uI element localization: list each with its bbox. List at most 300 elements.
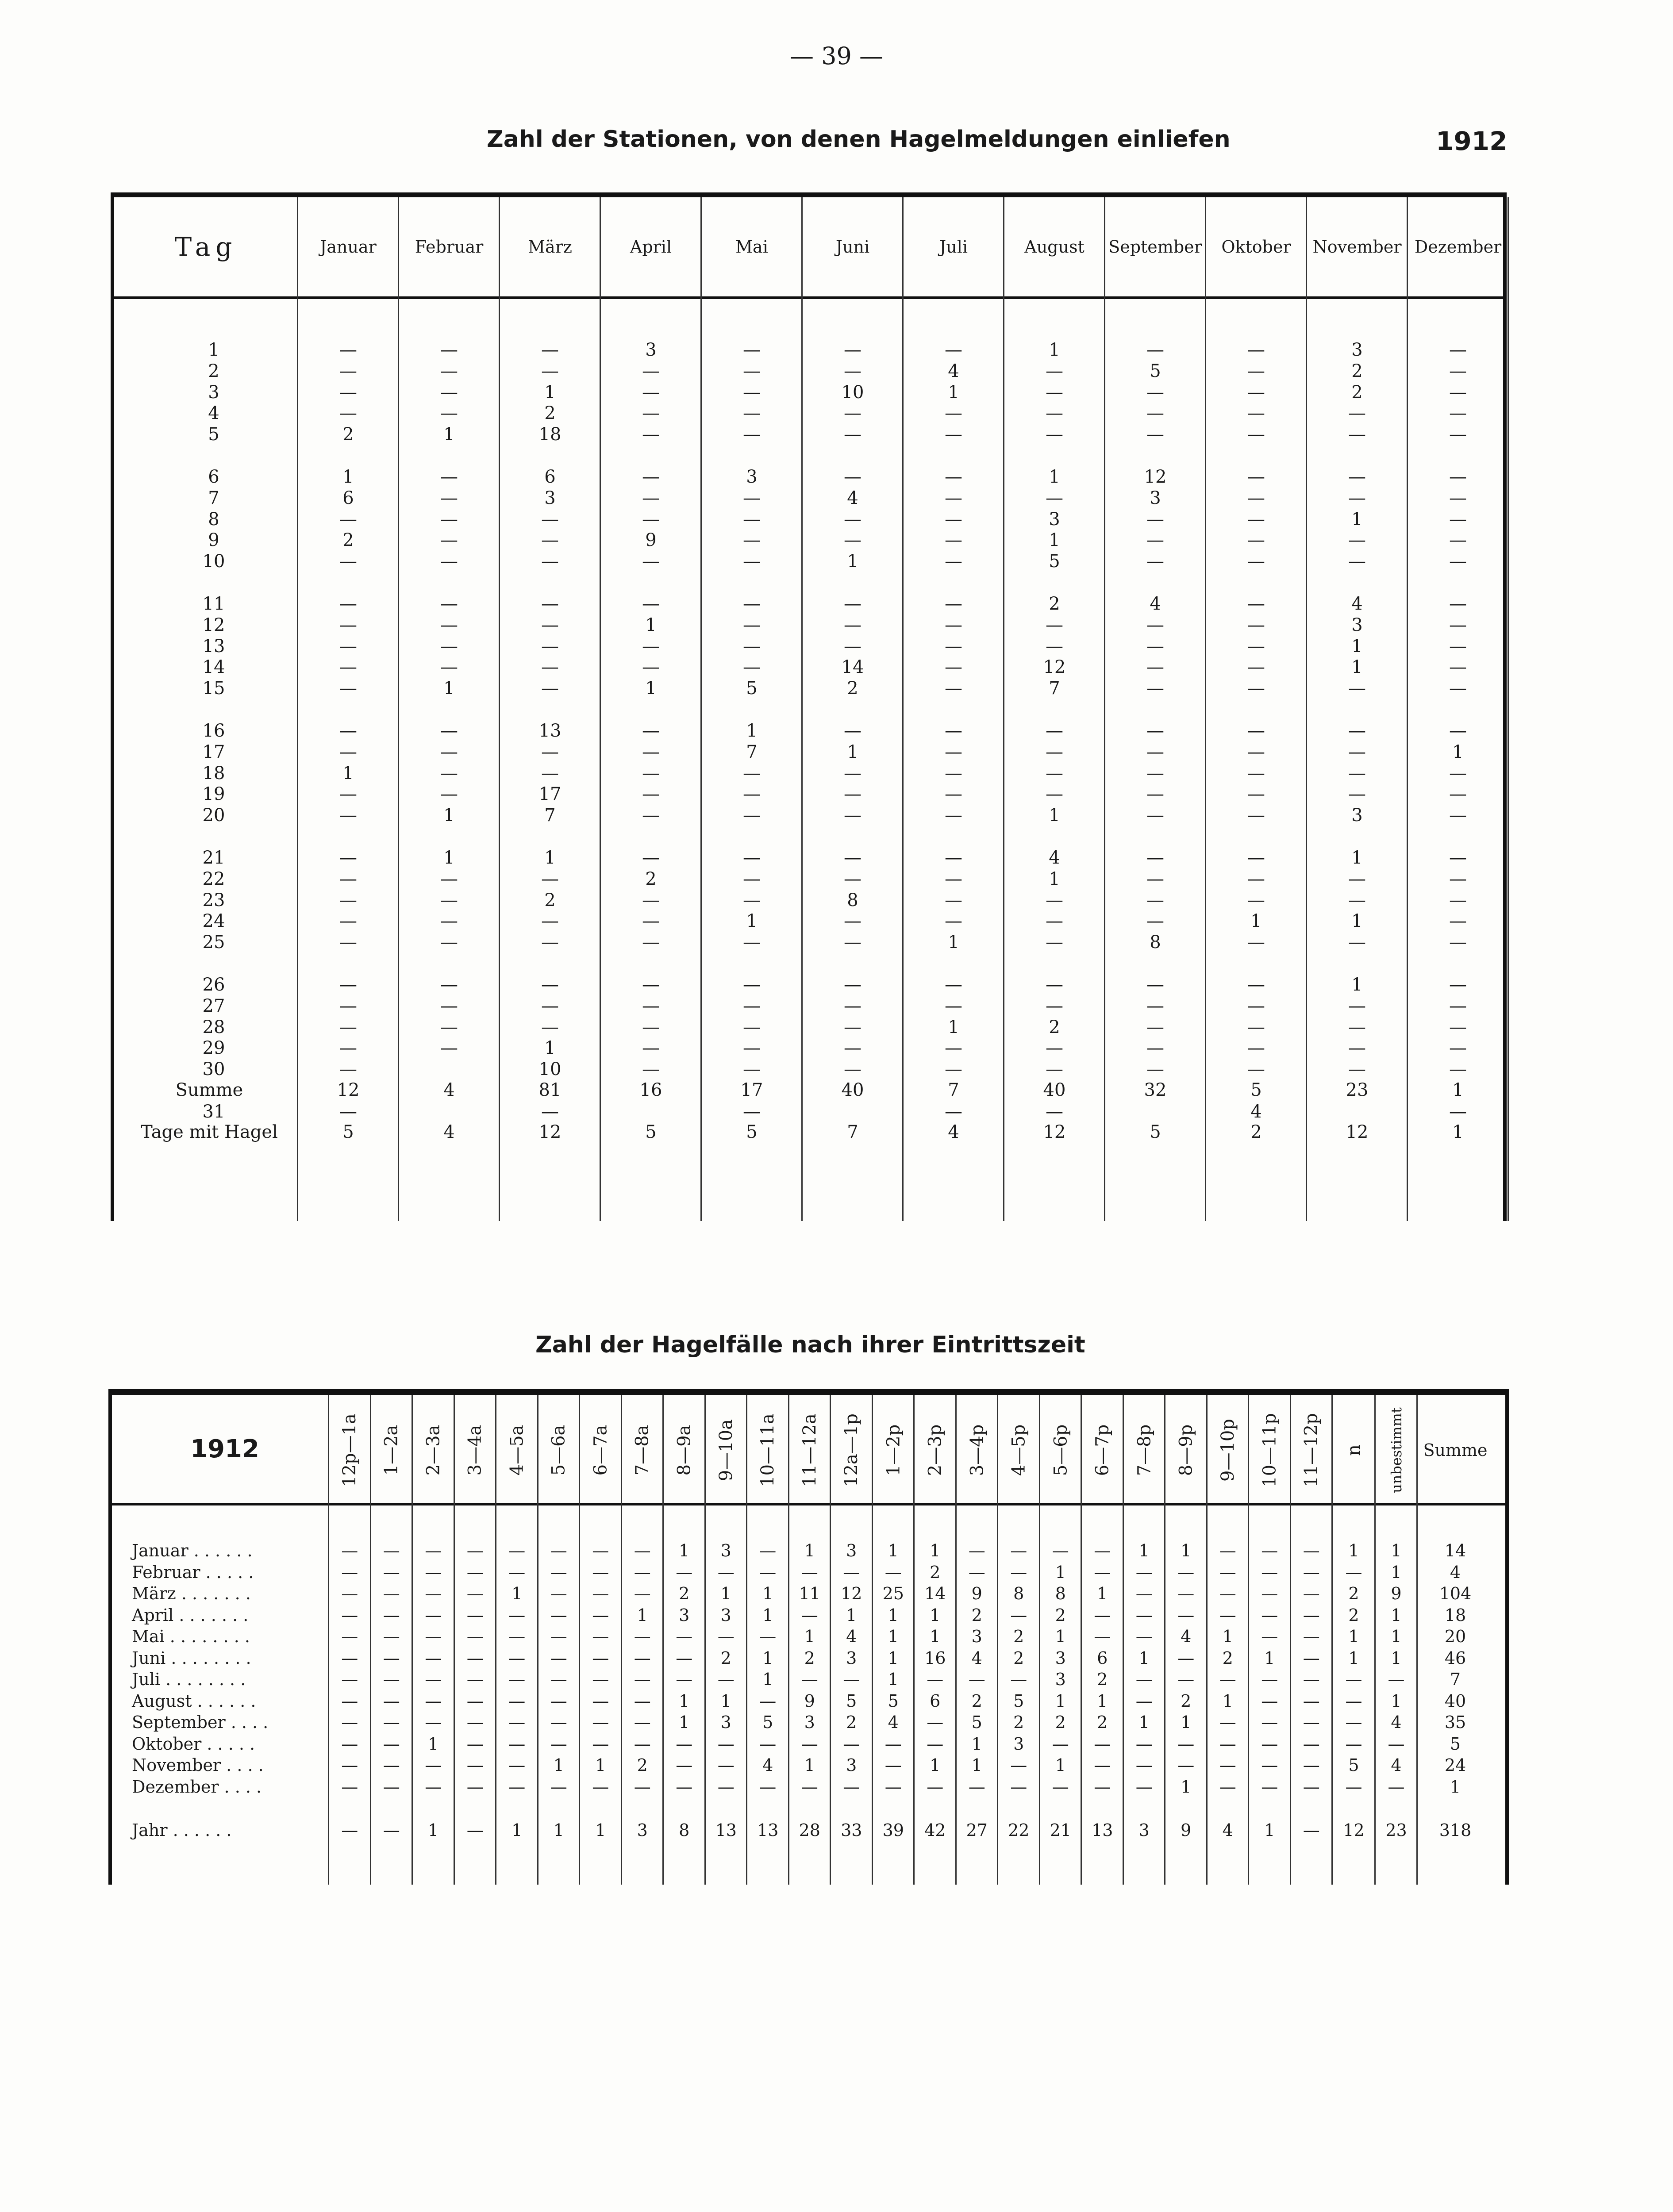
- station-count-cell: —: [339, 890, 357, 910]
- month-label: Juli . . . . . . . .: [132, 1670, 246, 1689]
- hail-count-cell: 1: [971, 1734, 982, 1754]
- station-count-cell: —: [1046, 763, 1063, 783]
- station-count-cell: —: [339, 382, 357, 403]
- table2-year: 1912: [190, 1435, 259, 1463]
- sum-cell: 40: [841, 1080, 864, 1100]
- time-column-header: [880, 1399, 907, 1501]
- hail-count-cell: 1: [553, 1755, 564, 1775]
- station-count-cell: —: [339, 594, 357, 614]
- station-count-cell: —: [743, 975, 761, 995]
- time-column-header: [1089, 1399, 1115, 1501]
- station-count-cell: —: [440, 995, 458, 1016]
- year-total-cell: 21: [1050, 1820, 1071, 1840]
- station-count-cell: 3: [544, 488, 556, 508]
- station-count-cell: —: [844, 805, 861, 826]
- station-count-cell: —: [339, 340, 357, 360]
- hail-count-cell: 20: [1444, 1627, 1466, 1646]
- page-number: — 39 —: [789, 42, 884, 70]
- hail-count-cell: 1: [762, 1584, 773, 1603]
- column-rule: [902, 197, 904, 1221]
- station-count-cell: —: [1449, 551, 1467, 572]
- hail-count-cell: 1: [1097, 1584, 1108, 1603]
- station-count-cell: —: [945, 424, 962, 445]
- station-count-cell: —: [642, 911, 660, 932]
- hail-count-cell: 18: [1444, 1605, 1466, 1625]
- station-count-cell: 1: [342, 467, 354, 487]
- station-count-cell: —: [1348, 868, 1366, 889]
- station-count-cell: —: [642, 784, 660, 805]
- station-count-cell: 3: [746, 467, 758, 487]
- sum-cell: 40: [1043, 1080, 1066, 1100]
- time-column-label: 10—11p: [1259, 1413, 1280, 1487]
- hail-count-cell: —: [550, 1648, 567, 1668]
- station-count-cell: —: [945, 975, 962, 995]
- time-column-header: [796, 1399, 823, 1501]
- hail-count-cell: —: [676, 1562, 693, 1582]
- station-count-cell: 6: [342, 488, 354, 508]
- hail-count-cell: 1: [679, 1691, 690, 1711]
- time-column-header: [1215, 1399, 1241, 1501]
- hail-count-cell: 1: [762, 1648, 773, 1668]
- station-count-cell: —: [1348, 678, 1366, 699]
- hail-count-cell: 2: [971, 1691, 982, 1711]
- station-count-cell: —: [1449, 594, 1467, 614]
- hail-count-cell: —: [1135, 1734, 1153, 1754]
- year-total-cell: 28: [799, 1820, 820, 1840]
- time-column-label: n: [1343, 1444, 1364, 1456]
- hail-count-cell: —: [801, 1777, 818, 1797]
- time-column-label: 4—5a: [507, 1425, 527, 1476]
- hail-count-cell: —: [676, 1755, 693, 1775]
- hail-count-cell: —: [1303, 1584, 1320, 1603]
- station-count-cell: —: [1247, 382, 1265, 403]
- hail-count-cell: 9: [804, 1691, 815, 1711]
- station-count-cell: —: [743, 932, 761, 953]
- station-count-cell: —: [743, 424, 761, 445]
- time-column-label: 4—5p: [1008, 1424, 1029, 1476]
- hail-count-cell: —: [1261, 1541, 1278, 1560]
- station-count-cell: —: [440, 361, 458, 381]
- hail-count-cell: —: [759, 1691, 777, 1711]
- hail-count-cell: —: [1303, 1734, 1320, 1754]
- hail-count-cell: —: [759, 1562, 777, 1582]
- station-count-cell: —: [743, 509, 761, 530]
- month-label: März . . . . . . .: [132, 1584, 251, 1603]
- hail-count-cell: 1: [888, 1541, 899, 1560]
- hail-count-cell: 1: [930, 1541, 941, 1560]
- time-column-label: 5—6a: [548, 1425, 569, 1476]
- hail-count-cell: 2: [1013, 1713, 1024, 1732]
- hail-count-cell: —: [341, 1584, 358, 1603]
- hail-count-cell: —: [1177, 1584, 1195, 1603]
- hail-count-cell: 3: [679, 1605, 690, 1625]
- year-total-cell: 22: [1008, 1820, 1030, 1840]
- year-total-cell: 42: [924, 1820, 946, 1840]
- hail-days-cell: 12: [1346, 1122, 1369, 1142]
- hail-count-cell: —: [634, 1713, 651, 1732]
- hail-count-cell: —: [885, 1777, 902, 1797]
- station-count-cell: 1: [544, 1038, 556, 1059]
- station-count-cell: —: [1146, 403, 1164, 424]
- station-count-cell: —: [1449, 467, 1467, 487]
- hail-count-cell: —: [592, 1584, 609, 1603]
- station-count-cell: —: [440, 911, 458, 932]
- month-label: Dezember . . . .: [132, 1777, 262, 1797]
- station-count-cell: —: [945, 784, 962, 805]
- hail-days-cell: 12: [1043, 1122, 1066, 1142]
- hail-count-cell: 2: [1348, 1584, 1359, 1603]
- hail-count-cell: 1: [595, 1755, 606, 1775]
- station-count-cell: —: [743, 636, 761, 657]
- station-count-cell: —: [1449, 678, 1467, 699]
- station-count-cell: —: [1247, 995, 1265, 1016]
- station-count-cell: —: [945, 594, 962, 614]
- time-column-header: [713, 1399, 739, 1501]
- station-count-cell: —: [1247, 1038, 1265, 1059]
- station-count-cell: —: [642, 890, 660, 910]
- station-count-cell: 1: [1049, 805, 1060, 826]
- hail-count-cell: 1: [1055, 1691, 1066, 1711]
- column-rule: [537, 1395, 538, 1885]
- station-count-cell: —: [1146, 741, 1164, 762]
- station-count-cell: —: [1247, 932, 1265, 953]
- hail-count-cell: —: [466, 1691, 484, 1711]
- hail-count-cell: 5: [1348, 1755, 1359, 1775]
- hail-count-cell: 1: [930, 1627, 941, 1646]
- month-header: Juli: [939, 237, 968, 257]
- hail-count-cell: —: [466, 1755, 484, 1775]
- station-count-cell: —: [1247, 488, 1265, 508]
- hail-count-cell: —: [341, 1777, 358, 1797]
- station-count-cell: —: [743, 763, 761, 783]
- station-count-cell: —: [945, 1038, 962, 1059]
- hail-count-cell: —: [1135, 1605, 1153, 1625]
- year-total-cell: 1: [1264, 1820, 1275, 1840]
- hail-count-cell: —: [383, 1755, 400, 1775]
- year-total-cell: —: [466, 1820, 484, 1840]
- hail-count-cell: 1: [1138, 1713, 1150, 1732]
- station-count-cell: 1: [544, 848, 556, 868]
- station-count-cell: —: [339, 784, 357, 805]
- hail-count-cell: 2: [930, 1562, 941, 1582]
- column-rule: [1407, 197, 1408, 1221]
- station-count-cell: 1: [443, 848, 455, 868]
- hail-count-cell: —: [927, 1713, 944, 1732]
- hail-count-cell: —: [1135, 1670, 1153, 1689]
- year-total-cell: 13: [757, 1820, 779, 1840]
- station-count-cell: —: [945, 678, 962, 699]
- hail-count-cell: —: [341, 1713, 358, 1732]
- station-count-cell: —: [945, 763, 962, 783]
- hail-days-cell: 4: [948, 1122, 959, 1142]
- table1-title: Zahl der Stationen, von denen Hagelmeldungen einliefen: [487, 126, 1231, 153]
- hail-count-cell: 2: [1013, 1648, 1024, 1668]
- hail-time-table-header: [112, 1395, 1505, 1505]
- station-count-cell: —: [1046, 932, 1063, 953]
- time-column-header: [1005, 1399, 1032, 1501]
- hail-count-cell: —: [1303, 1755, 1320, 1775]
- hail-count-cell: 2: [679, 1584, 690, 1603]
- year-total-cell: 23: [1385, 1820, 1407, 1840]
- station-count-cell: —: [1449, 424, 1467, 445]
- hail-count-cell: 1: [1391, 1562, 1402, 1582]
- column-rule: [621, 1395, 622, 1885]
- station-count-cell: —: [844, 1059, 861, 1080]
- hail-count-cell: —: [1010, 1562, 1027, 1582]
- station-count-cell: —: [339, 614, 357, 635]
- hail-count-cell: —: [550, 1713, 567, 1732]
- time-column-header: [1173, 1399, 1199, 1501]
- station-count-cell: —: [1449, 382, 1467, 403]
- month-label: Oktober . . . . .: [132, 1734, 255, 1754]
- hail-count-cell: —: [383, 1648, 400, 1668]
- hail-count-cell: 3: [846, 1648, 857, 1668]
- year-total-cell: 1: [595, 1820, 606, 1840]
- hail-count-cell: 14: [1444, 1541, 1466, 1560]
- station-count-cell: —: [541, 340, 559, 360]
- hail-count-cell: —: [508, 1755, 526, 1775]
- station-count-cell: —: [743, 403, 761, 424]
- year-total-cell: —: [383, 1820, 400, 1840]
- station-count-cell: 13: [538, 721, 562, 741]
- year-total-cell: 12: [1343, 1820, 1365, 1840]
- hail-count-cell: —: [383, 1777, 400, 1797]
- station-count-cell: —: [1449, 361, 1467, 381]
- station-count-cell: 1: [746, 911, 758, 932]
- hail-count-cell: —: [801, 1670, 818, 1689]
- hail-count-cell: 4: [846, 1627, 857, 1646]
- time-column-label: 8—9a: [674, 1425, 695, 1476]
- hail-count-cell: —: [759, 1541, 777, 1560]
- station-count-cell: —: [743, 868, 761, 889]
- hail-count-cell: —: [1219, 1670, 1236, 1689]
- hail-count-cell: —: [1135, 1755, 1153, 1775]
- station-count-cell: —: [1146, 636, 1164, 657]
- hail-count-cell: —: [717, 1734, 735, 1754]
- hail-count-cell: —: [1094, 1605, 1111, 1625]
- hail-count-cell: 3: [1055, 1648, 1066, 1668]
- hail-count-cell: —: [1303, 1648, 1320, 1668]
- hail-count-cell: —: [717, 1777, 735, 1797]
- station-count-cell: —: [844, 361, 861, 381]
- hail-count-cell: —: [425, 1562, 442, 1582]
- year-total-cell: —: [1303, 1820, 1320, 1840]
- month-header: Februar: [415, 237, 484, 257]
- time-column-label: 6—7a: [590, 1425, 611, 1476]
- column-rule: [398, 197, 399, 1221]
- time-column-header: [420, 1399, 446, 1501]
- station-count-cell: —: [1046, 636, 1063, 657]
- station-count-cell: —: [743, 995, 761, 1016]
- station-count-cell: —: [743, 614, 761, 635]
- station-count-cell: 1: [746, 721, 758, 741]
- station-count-cell: —: [1348, 403, 1366, 424]
- hail-count-cell: —: [341, 1627, 358, 1646]
- station-count-cell: —: [844, 848, 861, 868]
- hail-count-cell: —: [759, 1627, 777, 1646]
- hail-days-cell: 4: [443, 1122, 455, 1142]
- hail-count-cell: —: [1345, 1670, 1362, 1689]
- station-count-cell: —: [1247, 1059, 1265, 1080]
- day-label: 1: [208, 340, 219, 360]
- hail-count-cell: —: [341, 1691, 358, 1711]
- hail-count-cell: —: [634, 1648, 651, 1668]
- station-count-cell: —: [743, 805, 761, 826]
- station-count-cell: —: [541, 594, 559, 614]
- station-count-cell: —: [743, 361, 761, 381]
- station-count-cell: —: [1449, 805, 1467, 826]
- station-count-cell: —: [440, 657, 458, 678]
- day-label: 30: [202, 1059, 225, 1080]
- year-total-cell: 13: [1092, 1820, 1113, 1840]
- hail-count-cell: 9: [971, 1584, 982, 1603]
- station-count-cell: —: [1146, 911, 1164, 932]
- hail-count-cell: —: [466, 1648, 484, 1668]
- hail-count-cell: —: [1303, 1627, 1320, 1646]
- hail-count-cell: 3: [804, 1713, 815, 1732]
- station-count-cell: —: [339, 636, 357, 657]
- hail-count-cell: —: [1135, 1562, 1153, 1582]
- hail-count-cell: 1: [679, 1541, 690, 1560]
- hail-count-cell: —: [1345, 1734, 1362, 1754]
- station-count-cell: 1: [1351, 509, 1363, 530]
- column-rule: [454, 1395, 455, 1885]
- hail-count-cell: —: [425, 1777, 442, 1797]
- station-count-cell: —: [1146, 1059, 1164, 1080]
- hail-count-cell: 1: [679, 1713, 690, 1732]
- station-count-cell: —: [1348, 1038, 1366, 1059]
- hail-count-cell: 1: [971, 1755, 982, 1775]
- hail-count-cell: 5: [762, 1713, 773, 1732]
- station-count-cell: —: [440, 340, 458, 360]
- hail-count-cell: 3: [720, 1605, 731, 1625]
- hail-count-cell: —: [425, 1541, 442, 1560]
- station-count-cell: —: [642, 1059, 660, 1080]
- hail-count-cell: 5: [846, 1691, 857, 1711]
- hail-count-cell: 4: [1391, 1713, 1402, 1732]
- station-count-cell: —: [945, 1102, 962, 1122]
- time-column-label: 7—8a: [632, 1425, 653, 1476]
- hail-count-cell: —: [466, 1670, 484, 1689]
- day-label: 18: [202, 763, 225, 783]
- station-count-cell: 5: [746, 678, 758, 699]
- station-count-cell: —: [339, 509, 357, 530]
- station-count-cell: —: [440, 467, 458, 487]
- station-count-cell: —: [945, 741, 962, 762]
- hail-count-cell: 2: [1181, 1691, 1192, 1711]
- hail-count-cell: —: [508, 1648, 526, 1668]
- month-label: Januar . . . . . .: [132, 1541, 253, 1560]
- station-count-cell: 4: [847, 488, 858, 508]
- hail-count-cell: —: [383, 1605, 400, 1625]
- station-count-cell: 1: [443, 424, 455, 445]
- station-count-cell: 1: [1351, 636, 1363, 657]
- hail-count-cell: —: [466, 1713, 484, 1732]
- hail-count-cell: —: [425, 1670, 442, 1689]
- station-count-cell: —: [642, 509, 660, 530]
- hail-count-cell: 1: [1097, 1691, 1108, 1711]
- day-label: 31: [202, 1102, 225, 1122]
- hail-count-cell: 5: [888, 1691, 899, 1711]
- hail-count-cell: —: [383, 1670, 400, 1689]
- station-count-cell: —: [743, 1059, 761, 1080]
- station-count-cell: 9: [645, 530, 657, 551]
- hail-count-cell: —: [1388, 1777, 1405, 1797]
- hail-count-cell: —: [425, 1584, 442, 1603]
- day-label: 2: [208, 361, 219, 381]
- hail-count-cell: —: [383, 1541, 400, 1560]
- station-count-cell: —: [642, 975, 660, 995]
- station-count-cell: —: [1146, 509, 1164, 530]
- station-count-cell: —: [945, 467, 962, 487]
- hail-count-cell: 3: [846, 1541, 857, 1560]
- station-count-cell: 1: [1351, 911, 1363, 932]
- hail-count-cell: —: [550, 1584, 567, 1603]
- time-column-header: [1256, 1399, 1283, 1501]
- hail-count-cell: —: [466, 1541, 484, 1560]
- hail-count-cell: —: [1219, 1541, 1236, 1560]
- station-count-cell: —: [844, 424, 861, 445]
- hail-count-cell: —: [1261, 1584, 1278, 1603]
- station-count-cell: —: [1046, 721, 1063, 741]
- station-count-cell: —: [541, 763, 559, 783]
- station-count-cell: 2: [1351, 361, 1363, 381]
- station-count-cell: —: [1247, 763, 1265, 783]
- station-count-cell: 7: [544, 805, 556, 826]
- time-column-label: 11—12a: [799, 1413, 820, 1487]
- station-count-cell: 1: [948, 932, 959, 953]
- year-total-cell: 33: [841, 1820, 862, 1840]
- hail-count-cell: —: [801, 1734, 818, 1754]
- day-label: 8: [208, 509, 219, 530]
- column-rule: [579, 1395, 580, 1885]
- month-label: November . . . .: [132, 1755, 264, 1775]
- column-rule: [913, 1395, 915, 1885]
- station-count-cell: —: [1348, 932, 1366, 953]
- hail-count-cell: —: [885, 1562, 902, 1582]
- column-rule: [297, 197, 298, 1221]
- hail-count-cell: —: [843, 1562, 860, 1582]
- hail-count-cell: —: [759, 1734, 777, 1754]
- column-rule: [1164, 1395, 1165, 1885]
- station-count-cell: —: [945, 911, 962, 932]
- hail-count-cell: —: [508, 1541, 526, 1560]
- station-count-cell: —: [541, 741, 559, 762]
- hail-count-cell: 7: [1450, 1670, 1461, 1689]
- hail-count-cell: —: [1303, 1605, 1320, 1625]
- hail-count-cell: —: [1010, 1670, 1027, 1689]
- station-count-cell: —: [339, 932, 357, 953]
- hail-count-cell: 1: [1391, 1648, 1402, 1668]
- station-count-cell: —: [844, 932, 861, 953]
- station-count-cell: —: [1146, 614, 1164, 635]
- time-column-label: 11—12p: [1301, 1413, 1322, 1487]
- hail-count-cell: 4: [971, 1648, 982, 1668]
- station-count-cell: —: [1046, 382, 1063, 403]
- station-count-cell: —: [844, 1038, 861, 1059]
- hail-count-cell: —: [1388, 1670, 1405, 1689]
- column-rule: [746, 1395, 747, 1885]
- hail-count-cell: 46: [1444, 1648, 1466, 1668]
- station-count-cell: —: [541, 995, 559, 1016]
- hail-count-cell: —: [425, 1648, 442, 1668]
- hail-count-cell: 1: [720, 1691, 731, 1711]
- hail-count-cell: —: [1303, 1562, 1320, 1582]
- hail-count-cell: 1: [1348, 1627, 1359, 1646]
- station-count-cell: —: [1247, 678, 1265, 699]
- hail-count-cell: —: [634, 1584, 651, 1603]
- hail-days-cell: 1: [1452, 1122, 1464, 1142]
